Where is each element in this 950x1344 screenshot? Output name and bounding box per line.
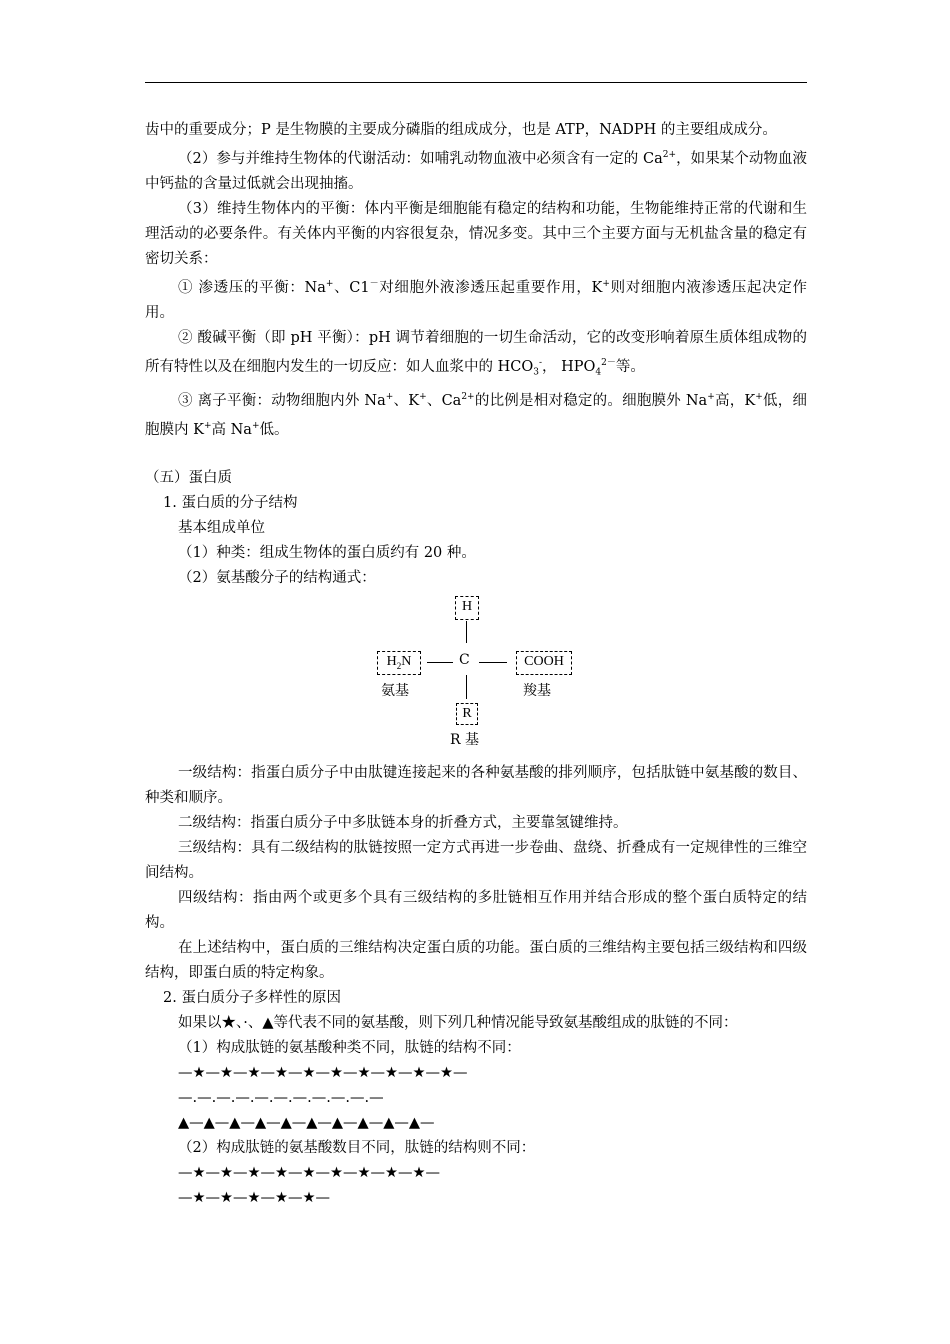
bond-left bbox=[427, 662, 453, 663]
section-heading-protein: （五）蛋白质 bbox=[145, 470, 232, 487]
carbon-atom: C bbox=[459, 652, 470, 669]
paragraph-acid-base: ② 酸碱平衡（即 pH 平衡）：pH 调节着细胞的一切生命活动，它的改变形响着原生质体组成物的所有特性以及在细胞内发生的一切反应：如人血浆中的 $HCO_3^-$， $HPO_4^{2-}$等。 bbox=[145, 329, 807, 378]
chain-dots: —.—.—.—.—.—.—.—.—.—.— bbox=[178, 1090, 384, 1107]
document-body bbox=[145, 118, 807, 1211]
paragraph-ion-balance: ③ 离子平衡：动物细胞内外 Na+、K+、$Ca^{2+}$的比例是相对稳定的。细胞膜外 Na+高，K+低，细胞膜内 K+高 Na+低。 bbox=[145, 392, 807, 439]
secondary-structure: 二级结构：指蛋白质分子中多肽链本身的折叠方式，主要靠氢键维持。 bbox=[178, 815, 628, 832]
r-group-label: R 基 bbox=[450, 732, 479, 749]
primary-structure: 一级结构：指蛋白质分子中由肽键连接起来的各种氨基酸的排列顺序，包括肽链中氨基酸的数目、种类和顺序。 bbox=[145, 765, 807, 807]
bond-bottom bbox=[466, 675, 467, 699]
paragraph-osmotic: ① 渗透压的平衡：Na+、C1－对细胞外液渗透压起重要作用，K+则对细胞内液渗透压起决定作用。 bbox=[145, 278, 807, 321]
paragraph-homeostasis: （3）维持生物体内的平衡：体内平衡是细胞能有稳定的结构和功能，生物能维持正常的代谢和生理活动的必要条件。有关体内平衡的内容很复杂，情况多变。其中三个主要方面与无机盐含量的稳定有密切关系： bbox=[145, 200, 807, 267]
bond-right bbox=[479, 662, 507, 663]
basic-unit-label: 基本组成单位 bbox=[178, 520, 265, 537]
carboxyl-group-box: COOH bbox=[516, 651, 572, 675]
heading-diversity: 2. 蛋白质分子多样性的原因 bbox=[163, 990, 341, 1007]
chain-stars-short: —★—★—★—★—★— bbox=[178, 1190, 330, 1207]
chain-stars: —★—★—★—★—★—★—★—★—★—★— bbox=[178, 1065, 468, 1082]
structure-summary: 在上述结构中，蛋白质的三维结构决定蛋白质的功能。蛋白质的三维结构主要包括三级结构和四级结构，即蛋白质的特定构象。 bbox=[145, 940, 807, 982]
r-group-box: R bbox=[456, 703, 478, 725]
amino-acid-structure-diagram bbox=[145, 591, 807, 761]
paragraph-metabolism: （2）参与并维持生物体的代谢活动：如哺乳动物血液中必须含有一定的 $Ca^{2+}$，如果某个动物血液中钙盐的含量过低就会出现抽搐。 bbox=[145, 150, 808, 192]
case-1-title: （1）构成肽链的氨基酸种类不同，肽链的结构不同： bbox=[178, 1040, 521, 1057]
amino-group-box: $H_2N$ bbox=[377, 651, 421, 675]
amino-acid-kinds: （1）种类：组成生物体的蛋白质约有 20 种。 bbox=[178, 545, 476, 562]
amino-label: 氨基 bbox=[381, 683, 409, 700]
hydrogen-box: H bbox=[455, 596, 479, 620]
carboxyl-label: 羧基 bbox=[523, 683, 551, 700]
tertiary-structure: 三级结构：具有二级结构的肽链按照一定方式再进一步卷曲、盘绕、折叠成有一定规律性的三维空间结构。 bbox=[145, 840, 807, 882]
heading-molecular-structure: 1. 蛋白质的分子结构 bbox=[163, 495, 298, 512]
header-rule bbox=[145, 82, 807, 83]
bond-top bbox=[466, 621, 467, 643]
chain-stars-long: —★—★—★—★—★—★—★—★—★— bbox=[178, 1165, 440, 1182]
chain-triangles: ▲—▲—▲—▲—▲—▲—▲—▲—▲—▲— bbox=[178, 1115, 435, 1132]
diversity-intro: 如果以★、·、▲等代表不同的氨基酸，则下列几种情况能导致氨基酸组成的肽链的不同： bbox=[178, 1015, 738, 1032]
paragraph-phosphorus: 齿中的重要成分；P 是生物膜的主要成分磷脂的组成成分，也是 ATP，NADPH 的主要组成成分。 bbox=[145, 122, 777, 138]
case-2-title: （2）构成肽链的氨基酸数目不同，肽链的结构则不同： bbox=[178, 1140, 536, 1157]
formula-title: （2）氨基酸分子的结构通式： bbox=[178, 570, 376, 587]
quaternary-structure: 四级结构：指由两个或更多个具有三级结构的多肚链相互作用并结合形成的整个蛋白质特定的结构。 bbox=[145, 890, 807, 932]
